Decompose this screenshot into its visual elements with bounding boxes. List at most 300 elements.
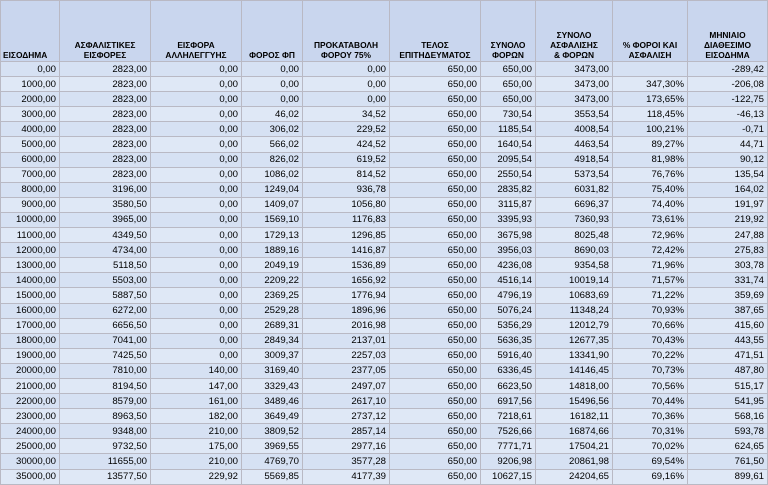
- table-cell: 1416,87: [303, 243, 390, 258]
- table-cell: 3395,93: [481, 212, 536, 227]
- table-cell: 10000,00: [1, 212, 60, 227]
- table-cell: 1000,00: [1, 77, 60, 92]
- table-cell: 11655,00: [60, 454, 151, 469]
- table-cell: 0,00: [151, 303, 242, 318]
- table-cell: 3115,87: [481, 197, 536, 212]
- table-cell: 1889,16: [242, 243, 303, 258]
- table-cell: 1656,92: [303, 273, 390, 288]
- table-cell: 2823,00: [60, 92, 151, 107]
- table-cell: 650,00: [390, 394, 481, 409]
- table-cell: 147,00: [151, 378, 242, 393]
- table-cell: 7218,61: [481, 409, 536, 424]
- table-row: [1, 424, 768, 439]
- table-cell: 650,00: [390, 122, 481, 137]
- table-cell: 30000,00: [1, 454, 60, 469]
- table-cell: 0,00: [242, 92, 303, 107]
- table-cell: 210,00: [151, 424, 242, 439]
- table-cell: 650,00: [390, 424, 481, 439]
- table-cell: 229,92: [151, 469, 242, 484]
- table-cell: 13341,90: [536, 348, 613, 363]
- table-cell: 0,00: [151, 228, 242, 243]
- table-cell: 619,52: [303, 152, 390, 167]
- table-cell: 826,02: [242, 152, 303, 167]
- table-cell: 331,74: [688, 273, 768, 288]
- header-insurance-contributions: ΑΣΦΑΛΙΣΤΙΚΕΣ ΕΙΣΦΟΡΕΣ: [60, 1, 151, 62]
- header-total-insurance-taxes: ΣΥΝΟΛΟ ΑΣΦΑΛΙΣΗΣ & ΦΟΡΩΝ: [536, 1, 613, 62]
- table-body: [1, 62, 768, 485]
- table-cell: 35000,00: [1, 469, 60, 484]
- table-cell: 650,00: [390, 152, 481, 167]
- table-cell: 11348,24: [536, 303, 613, 318]
- table-cell: 25000,00: [1, 439, 60, 454]
- table-cell: 3473,00: [536, 62, 613, 77]
- table-cell: 3329,43: [242, 378, 303, 393]
- table-row: [1, 137, 768, 152]
- table-cell: 8690,03: [536, 243, 613, 258]
- table-cell: 3473,00: [536, 92, 613, 107]
- table-cell: 650,00: [390, 167, 481, 182]
- table-cell: 2689,31: [242, 318, 303, 333]
- table-cell: 17000,00: [1, 318, 60, 333]
- table-cell: 415,60: [688, 318, 768, 333]
- table-cell: 1296,85: [303, 228, 390, 243]
- table-cell: 3196,00: [60, 182, 151, 197]
- table-cell: 515,17: [688, 378, 768, 393]
- table-cell: 424,52: [303, 137, 390, 152]
- table-cell: 2497,07: [303, 378, 390, 393]
- table-cell: 650,00: [390, 77, 481, 92]
- table-cell: 173,65%: [613, 92, 688, 107]
- table-cell: 6656,50: [60, 318, 151, 333]
- table-cell: 210,00: [151, 454, 242, 469]
- table-cell: 19000,00: [1, 348, 60, 363]
- header-business-fee: ΤΕΛΟΣ ΕΠΙΤΗΔΕΥΜΑΤΟΣ: [390, 1, 481, 62]
- table-cell: 21000,00: [1, 378, 60, 393]
- table-cell: 4236,08: [481, 258, 536, 273]
- table-cell: 4008,54: [536, 122, 613, 137]
- table-cell: 2823,00: [60, 107, 151, 122]
- table-cell: 3577,28: [303, 454, 390, 469]
- table-cell: 23000,00: [1, 409, 60, 424]
- table-cell: 650,00: [390, 333, 481, 348]
- table-cell: 175,00: [151, 439, 242, 454]
- table-cell: 8025,48: [536, 228, 613, 243]
- table-cell: 4000,00: [1, 122, 60, 137]
- table-cell: 12677,35: [536, 333, 613, 348]
- table-cell: 2617,10: [303, 394, 390, 409]
- table-cell: 443,55: [688, 333, 768, 348]
- table-cell: 0,00: [151, 62, 242, 77]
- table-cell: 24000,00: [1, 424, 60, 439]
- table-cell: 2823,00: [60, 152, 151, 167]
- table-row: [1, 122, 768, 137]
- table-cell: 0,00: [242, 62, 303, 77]
- table-cell: 3553,54: [536, 107, 613, 122]
- table-cell: 2823,00: [60, 137, 151, 152]
- table-cell: 0,00: [151, 77, 242, 92]
- table-cell: 0,00: [1, 62, 60, 77]
- table-cell: 7810,00: [60, 363, 151, 378]
- table-cell: 730,54: [481, 107, 536, 122]
- table-cell: 2049,19: [242, 258, 303, 273]
- table-row: [1, 243, 768, 258]
- table-cell: 46,02: [242, 107, 303, 122]
- table-cell: 1640,54: [481, 137, 536, 152]
- table-cell: 5569,85: [242, 469, 303, 484]
- table-cell: 70,31%: [613, 424, 688, 439]
- table-cell: 650,00: [390, 228, 481, 243]
- table-cell: 18000,00: [1, 333, 60, 348]
- table-cell: 15496,56: [536, 394, 613, 409]
- table-cell: 74,40%: [613, 197, 688, 212]
- table-cell: 0,00: [151, 348, 242, 363]
- table-cell: 5636,35: [481, 333, 536, 348]
- table-cell: 44,71: [688, 137, 768, 152]
- table-cell: 70,73%: [613, 363, 688, 378]
- table-cell: 7000,00: [1, 167, 60, 182]
- table-cell: 100,21%: [613, 122, 688, 137]
- table-cell: 70,43%: [613, 333, 688, 348]
- table-cell: 34,52: [303, 107, 390, 122]
- table-cell: 471,51: [688, 348, 768, 363]
- table-cell: 2257,03: [303, 348, 390, 363]
- table-cell: 2209,22: [242, 273, 303, 288]
- table-cell: 936,78: [303, 182, 390, 197]
- table-cell: 814,52: [303, 167, 390, 182]
- table-cell: 1536,89: [303, 258, 390, 273]
- table-cell: 72,96%: [613, 228, 688, 243]
- header-tax-prepayment: ΠΡΟΚΑΤΑΒΟΛΗ ΦΟΡΟΥ 75%: [303, 1, 390, 62]
- table-cell: 70,56%: [613, 378, 688, 393]
- table-cell: 0,00: [151, 152, 242, 167]
- table-cell: 650,00: [390, 363, 481, 378]
- table-cell: -289,42: [688, 62, 768, 77]
- header-solidarity-contribution: ΕΙΣΦΟΡΑ ΑΛΛΗΛΕΓΓΥΗΣ: [151, 1, 242, 62]
- table-cell: 118,45%: [613, 107, 688, 122]
- table-cell: 7526,66: [481, 424, 536, 439]
- table-row: [1, 77, 768, 92]
- table-cell: 387,65: [688, 303, 768, 318]
- table-cell: 1776,94: [303, 288, 390, 303]
- table-cell: 3473,00: [536, 77, 613, 92]
- table-cell: 9206,98: [481, 454, 536, 469]
- table-cell: 0,00: [151, 258, 242, 273]
- table-cell: 566,02: [242, 137, 303, 152]
- table-row: [1, 152, 768, 167]
- table-row: [1, 107, 768, 122]
- table-cell: 9354,58: [536, 258, 613, 273]
- table-cell: 650,00: [390, 439, 481, 454]
- table-cell: 2000,00: [1, 92, 60, 107]
- table-cell: 5916,40: [481, 348, 536, 363]
- table-row: [1, 212, 768, 227]
- table-cell: 306,02: [242, 122, 303, 137]
- table-cell: 182,00: [151, 409, 242, 424]
- table-cell: 3580,50: [60, 197, 151, 212]
- table-cell: 10019,14: [536, 273, 613, 288]
- table-cell: 1729,13: [242, 228, 303, 243]
- header-row: [1, 1, 768, 62]
- table-cell: 650,00: [390, 243, 481, 258]
- table-cell: 3675,98: [481, 228, 536, 243]
- table-cell: 9732,50: [60, 439, 151, 454]
- table-cell: 4177,39: [303, 469, 390, 484]
- table-row: [1, 62, 768, 77]
- table-cell: 650,00: [390, 303, 481, 318]
- table-cell: 81,98%: [613, 152, 688, 167]
- table-cell: 4349,50: [60, 228, 151, 243]
- table-row: [1, 92, 768, 107]
- table-cell: 4463,54: [536, 137, 613, 152]
- table-cell: 4516,14: [481, 273, 536, 288]
- table-row: [1, 469, 768, 484]
- table-cell: 3809,52: [242, 424, 303, 439]
- table-row: [1, 197, 768, 212]
- table-cell: -0,71: [688, 122, 768, 137]
- table-cell: 20861,98: [536, 454, 613, 469]
- table-cell: 761,50: [688, 454, 768, 469]
- table-cell: 13577,50: [60, 469, 151, 484]
- table-cell: 0,00: [303, 77, 390, 92]
- table-cell: 593,78: [688, 424, 768, 439]
- table-cell: 1409,07: [242, 197, 303, 212]
- table-cell: 2823,00: [60, 122, 151, 137]
- table-cell: 650,00: [390, 182, 481, 197]
- table-cell: 303,78: [688, 258, 768, 273]
- table-cell: 2823,00: [60, 62, 151, 77]
- table-cell: 1176,83: [303, 212, 390, 227]
- table-cell: 624,65: [688, 439, 768, 454]
- table-cell: 7771,71: [481, 439, 536, 454]
- table-cell: 0,00: [151, 243, 242, 258]
- table-cell: 69,54%: [613, 454, 688, 469]
- table-cell: 3169,40: [242, 363, 303, 378]
- table-cell: 12000,00: [1, 243, 60, 258]
- table-cell: -206,08: [688, 77, 768, 92]
- table-cell: 15000,00: [1, 288, 60, 303]
- table-cell: 650,00: [390, 107, 481, 122]
- table-cell: 7360,93: [536, 212, 613, 227]
- table-cell: 5356,29: [481, 318, 536, 333]
- table-cell: 5118,50: [60, 258, 151, 273]
- table-cell: 12012,79: [536, 318, 613, 333]
- table-cell: 0,00: [242, 77, 303, 92]
- table-cell: 1249,04: [242, 182, 303, 197]
- table-row: [1, 378, 768, 393]
- table-cell: 6272,00: [60, 303, 151, 318]
- table-cell: 0,00: [151, 333, 242, 348]
- table-cell: 0,00: [151, 137, 242, 152]
- table-cell: 70,22%: [613, 348, 688, 363]
- table-cell: 2857,14: [303, 424, 390, 439]
- table-cell: 1569,10: [242, 212, 303, 227]
- table-cell: 72,42%: [613, 243, 688, 258]
- table-cell: 164,02: [688, 182, 768, 197]
- table-cell: 10627,15: [481, 469, 536, 484]
- table-cell: 650,00: [390, 92, 481, 107]
- table-cell: 2095,54: [481, 152, 536, 167]
- table-cell: 1056,80: [303, 197, 390, 212]
- table-cell: 229,52: [303, 122, 390, 137]
- table-cell: 541,95: [688, 394, 768, 409]
- table-cell: 22000,00: [1, 394, 60, 409]
- table-cell: 2369,25: [242, 288, 303, 303]
- table-cell: 70,02%: [613, 439, 688, 454]
- table-row: [1, 288, 768, 303]
- table-row: [1, 394, 768, 409]
- table-row: [1, 258, 768, 273]
- table-cell: 5503,00: [60, 273, 151, 288]
- table-cell: 135,54: [688, 167, 768, 182]
- table-cell: 16874,66: [536, 424, 613, 439]
- table-cell: 3000,00: [1, 107, 60, 122]
- table-cell: 0,00: [151, 122, 242, 137]
- table-cell: 14818,00: [536, 378, 613, 393]
- table-cell: 650,00: [390, 137, 481, 152]
- table-cell: 1185,54: [481, 122, 536, 137]
- table-cell: 73,61%: [613, 212, 688, 227]
- table-cell: 70,93%: [613, 303, 688, 318]
- table-cell: 650,00: [390, 378, 481, 393]
- table-cell: 24204,65: [536, 469, 613, 484]
- table-cell: 16000,00: [1, 303, 60, 318]
- table-cell: 6917,56: [481, 394, 536, 409]
- table-row: [1, 167, 768, 182]
- table-cell: 8000,00: [1, 182, 60, 197]
- table-cell: -46,13: [688, 107, 768, 122]
- table-cell: 650,00: [390, 212, 481, 227]
- table-cell: 650,00: [390, 258, 481, 273]
- table-cell: 6000,00: [1, 152, 60, 167]
- table-cell: 2835,82: [481, 182, 536, 197]
- table-cell: 5887,50: [60, 288, 151, 303]
- table-cell: 2016,98: [303, 318, 390, 333]
- table-cell: 75,40%: [613, 182, 688, 197]
- table-cell: 9000,00: [1, 197, 60, 212]
- table-cell: 4918,54: [536, 152, 613, 167]
- table-cell: 2550,54: [481, 167, 536, 182]
- table-cell: 650,00: [390, 454, 481, 469]
- table-cell: 650,00: [390, 318, 481, 333]
- table-cell: 4769,70: [242, 454, 303, 469]
- table-cell: 2737,12: [303, 409, 390, 424]
- table-cell: -122,75: [688, 92, 768, 107]
- table-cell: 650,00: [390, 288, 481, 303]
- table-cell: 16182,11: [536, 409, 613, 424]
- table-cell: 650,00: [390, 409, 481, 424]
- table-cell: 140,00: [151, 363, 242, 378]
- table-cell: 0,00: [303, 92, 390, 107]
- header-income-tax: ΦΟΡΟΣ ΦΠ: [242, 1, 303, 62]
- table-cell: 275,83: [688, 243, 768, 258]
- table-cell: 650,00: [390, 62, 481, 77]
- table-cell: 3956,03: [481, 243, 536, 258]
- table-cell: 8194,50: [60, 378, 151, 393]
- table-cell: 14146,45: [536, 363, 613, 378]
- table-cell: 2977,16: [303, 439, 390, 454]
- table-cell: 10683,69: [536, 288, 613, 303]
- table-cell: 4734,00: [60, 243, 151, 258]
- table-cell: 347,30%: [613, 77, 688, 92]
- table-cell: 650,00: [390, 469, 481, 484]
- table-cell: 7425,50: [60, 348, 151, 363]
- table-cell: 650,00: [390, 348, 481, 363]
- table-cell: 0,00: [151, 182, 242, 197]
- table-cell: 0,00: [303, 62, 390, 77]
- table-cell: 2377,05: [303, 363, 390, 378]
- table-cell: 650,00: [481, 62, 536, 77]
- table-cell: 3009,37: [242, 348, 303, 363]
- table-cell: 0,00: [151, 273, 242, 288]
- table-cell: 650,00: [481, 92, 536, 107]
- table-cell: 0,00: [151, 107, 242, 122]
- table-cell: 69,16%: [613, 469, 688, 484]
- table-row: [1, 228, 768, 243]
- table-cell: 8579,00: [60, 394, 151, 409]
- table-cell: 1086,02: [242, 167, 303, 182]
- table-cell: 6031,82: [536, 182, 613, 197]
- table-cell: 7041,00: [60, 333, 151, 348]
- table-row: [1, 273, 768, 288]
- table-cell: 0,00: [151, 318, 242, 333]
- table-cell: [613, 62, 688, 77]
- table-cell: 8963,50: [60, 409, 151, 424]
- table-cell: 0,00: [151, 167, 242, 182]
- table-cell: 3969,55: [242, 439, 303, 454]
- table-cell: 70,44%: [613, 394, 688, 409]
- table-cell: 70,66%: [613, 318, 688, 333]
- table-cell: 0,00: [151, 197, 242, 212]
- table-cell: 650,00: [390, 273, 481, 288]
- table-cell: 13000,00: [1, 258, 60, 273]
- table-cell: 2823,00: [60, 167, 151, 182]
- table-cell: 4796,19: [481, 288, 536, 303]
- header-percent-taxes-insurance: % ΦΟΡΟΙ ΚΑΙ ΑΣΦΑΛΙΣΗ: [613, 1, 688, 62]
- table-cell: 2849,34: [242, 333, 303, 348]
- table-cell: 90,12: [688, 152, 768, 167]
- table-cell: 2823,00: [60, 77, 151, 92]
- table-cell: 0,00: [151, 92, 242, 107]
- table-row: [1, 363, 768, 378]
- table-cell: 0,00: [151, 288, 242, 303]
- table-cell: 899,61: [688, 469, 768, 484]
- table-cell: 6623,50: [481, 378, 536, 393]
- table-row: [1, 318, 768, 333]
- table-cell: 20000,00: [1, 363, 60, 378]
- table-cell: 161,00: [151, 394, 242, 409]
- table-cell: 3649,49: [242, 409, 303, 424]
- table-cell: 11000,00: [1, 228, 60, 243]
- table-row: [1, 409, 768, 424]
- table-cell: 71,57%: [613, 273, 688, 288]
- table-row: [1, 303, 768, 318]
- table-cell: 71,96%: [613, 258, 688, 273]
- table-cell: 2137,01: [303, 333, 390, 348]
- table-cell: 359,69: [688, 288, 768, 303]
- table-row: [1, 439, 768, 454]
- table-row: [1, 454, 768, 469]
- header-income: ΕΙΣΟΔΗΜΑ: [1, 1, 60, 62]
- table-cell: 5373,54: [536, 167, 613, 182]
- table-cell: 14000,00: [1, 273, 60, 288]
- table-cell: 5076,24: [481, 303, 536, 318]
- table-row: [1, 182, 768, 197]
- table-cell: 2529,28: [242, 303, 303, 318]
- table-cell: 650,00: [481, 77, 536, 92]
- table-cell: 1896,96: [303, 303, 390, 318]
- table-row: [1, 348, 768, 363]
- header-monthly-disposable-income: ΜΗΝΙΑΙΟ ΔΙΑΘΕΣΙΜΟ ΕΙΣΟΔΗΜΑ: [688, 1, 768, 62]
